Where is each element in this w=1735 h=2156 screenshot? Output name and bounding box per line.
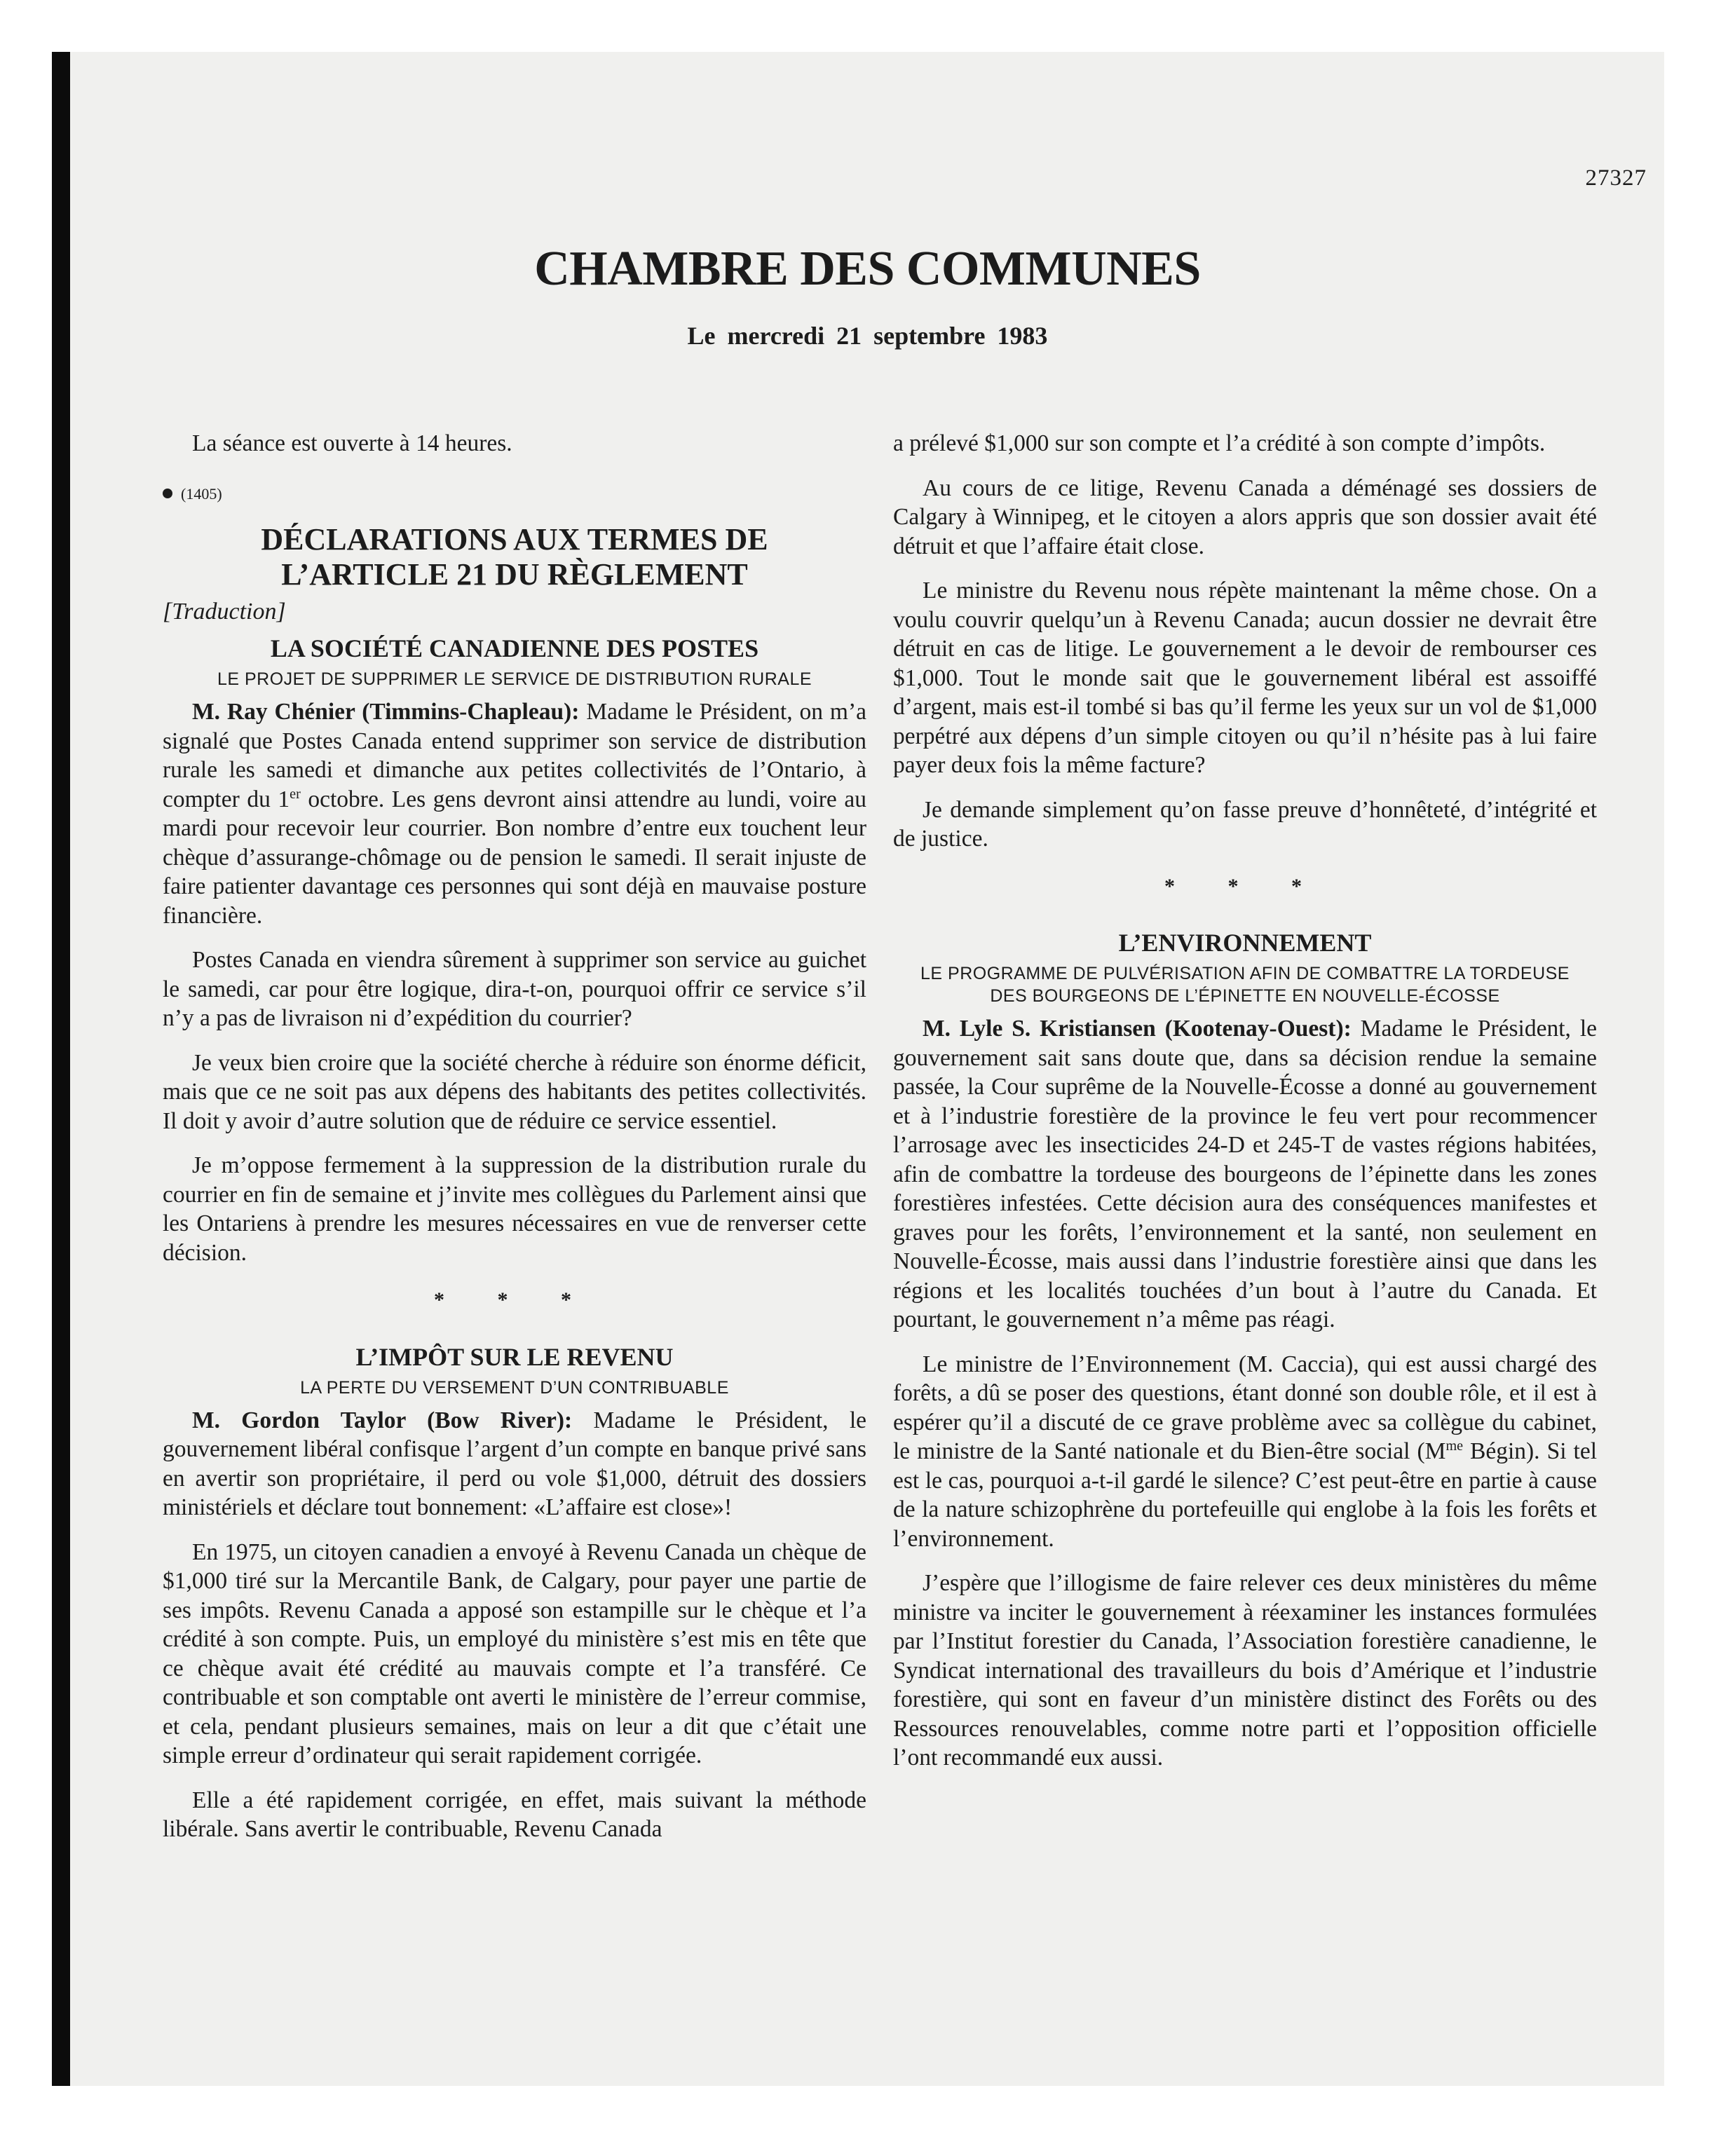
paragraph: Postes Canada en viendra sûrement à supprimer son service au guichet le samedi, car pour être logique, dira-t-on, pourquoi offrir ce service s’il n’y a pas de livraison ni d’expédition du courrier? (163, 947, 866, 1031)
paragraph: Je veux bien croire que la société cherche à réduire son énorme déficit, mais que ce ne soit pas aux dépens des habitants des petites collectivités. Il doit y avoir d’autre solution que de réduire ce service essentiel. (163, 1049, 866, 1134)
paragraph: Au cours de ce litige, Revenu Canada a déménagé ses dossiers de Calgary à Winnipeg, et le citoyen a alors appris que son dossier avait été détruit et que l’affaire était close. (893, 475, 1597, 559)
left-column (163, 429, 866, 1844)
paragraph-text: Bégin). Si tel est le cas, pourquoi a-t-il gardé le silence? C’est peut-être en partie à cause de la nature schizophrène du portefeuille qui englobe à la fois les forêts et l’environnement. (893, 1438, 1597, 1552)
superscript: me (1445, 1438, 1463, 1454)
topic-subheading-environment: LE PROGRAMME DE PULVÉRISATION AFIN DE COMBATTRE LA TORDEUSE DES BOURGEONS DE L’ÉPINETTE EN NOUVELLE-ÉCOSSE (920, 964, 1570, 1006)
paragraph: a prélevé $1,000 sur son compte et l’a crédité à son compte d’impôts. (893, 430, 1546, 456)
topic-heading-tax: L’IMPÔT SUR LE REVENU (355, 1342, 674, 1371)
paragraph-text: octobre. Les gens devront ainsi attendre au lundi, voire au mardi pour recevoir leur courrier. Bon nombre d’entre eux touchent leur chèque d’assurange-chômage ou de pension le samedi. Il serait injuste de faire patienter davantage ces personnes qui sont déjà en mauvaise posture financière. (163, 786, 866, 929)
paragraph-text: Madame le Président, on m’a signalé que Postes Canada entend supprimer son service de distribution rurale les samedi et dimanche aux petites collectivités de l’Ontario, à compter du 1 (163, 699, 867, 812)
paragraph-text: Le ministre de l’Environnement (M. Caccia), qui est aussi chargé des forêts, a dû se poser des questions, étant donné son double rôle, et il est à espérer qu’il a discuté de ce grave problème avec sa collègue du cabinet, le ministre de la Santé nationale et du Bien-être social (M (893, 1351, 1597, 1464)
section-separator: * * * (1164, 874, 1326, 898)
topic-subheading-posts: LE PROJET DE SUPPRIMER LE SERVICE DE DISTRIBUTION RURALE (217, 669, 812, 689)
paragraph: Elle a été rapidement corrigée, en effet, mais suivant la méthode libérale. Sans avertir le contribuable, Revenu Canada (163, 1787, 866, 1842)
paragraph (893, 1350, 1597, 1554)
bullet-icon (163, 489, 172, 498)
time-marker (163, 479, 866, 509)
paragraph: J’espère que l’illogisme de faire relever ces deux ministères du même ministre va inciter le gouvernement à réexaminer les instances formulées par l’Institut forestier du Canada, l’Association forestière canadienne, le Syndicat international des travailleurs du bois d’Amérique et l’industrie forestière, qui sont en faveur d’un ministère distinct des Forêts ou des Ressources renouvelables, comme notre parti et l’opposition officielle l’ont recommandé eux aussi. (893, 1570, 1597, 1770)
page-title: CHAMBRE DES COMMUNES (534, 242, 1201, 296)
speaker-name: M. Ray Chénier (Timmins-Chapleau): (192, 699, 580, 725)
paragraph (163, 697, 866, 930)
translation-note: [Traduction] (163, 599, 286, 625)
time-marker-label: (1405) (181, 484, 222, 503)
paragraph: En 1975, un citoyen canadien a envoyé à Revenu Canada un chèque de $1,000 tiré sur la Mercantile Bank, de Calgary, pour payer une partie de ses impôts. Revenu Canada a apposé son estampille sur le chèque et l’a crédité à son compte. Puis, un employé du ministère s’est mis en tête que ce chèque avait été crédité au mauvais compte et l’a transféré. Ce contribuable et son comptable ont averti le ministère de l’erreur commise, et cela, pendant plusieurs semaines, mais on leur a dit que c’était une simple erreur d’ordinateur qui serait rapidement corrigée. (163, 1538, 866, 1768)
speaker-name: M. Gordon Taylor (Bow River): (192, 1407, 573, 1433)
section-heading-line: L’ARTICLE 21 DU RÈGLEMENT (281, 557, 748, 592)
paragraph: Je m’oppose fermement à la suppression de la distribution rurale du courrier en fin de semaine et j’invite mes collègues du Parlement ainsi que les Ontariens à prendre les mesures nécessaires en vue de renverser cette décision. (163, 1152, 866, 1266)
paragraph-text: Madame le Président, le gouvernement libéral confisque l’argent d’un compte en banque privé sans en avertir son propriétaire, il perd ou vole $1,000, détruit des dossiers ministériels et déclare tout bonnement: «L’affaire est close»! (163, 1407, 866, 1520)
page-number: 27327 (1585, 165, 1647, 191)
section-heading-declarations (163, 522, 866, 592)
right-column (893, 429, 1597, 1773)
paragraph: Je demande simplement qu’on fasse preuve d’honnêteté, d’intégrité et de justice. (893, 796, 1597, 852)
sitting-date: Le mercredi 21 septembre 1983 (687, 322, 1048, 350)
section-heading-line: DÉCLARATIONS AUX TERMES DE (261, 522, 768, 557)
section-separator: * * * (434, 1288, 595, 1311)
topic-heading-environment: L’ENVIRONNEMENT (1118, 929, 1372, 957)
speaker-name: M. Lyle S. Kristiansen (Kootenay-Ouest): (923, 1016, 1352, 1042)
superscript: er (290, 786, 301, 802)
paragraph (163, 1406, 866, 1522)
topic-heading-posts: LA SOCIÉTÉ CANADIENNE DES POSTES (270, 634, 759, 662)
binding-edge (52, 52, 70, 2086)
paragraph-text: Madame le Président, le gouvernement sait sans doute que, dans sa décision rendue la semaine passée, la Cour suprême de la Nouvelle-Écosse a donné au gouvernement et à l’industrie forestière de la province le feu vert pour recommencer l’arrosage avec les insecticides 24-D et 245-T de vastes régions habitées, afin de combattre la tordeuse des bourgeons de l’épinette dans les zones forestières infestées. Cette décision aura des conséquences manifestes et graves pour les forêts, l’environnement et la santé, non seulement en Nouvelle-Écosse, mais aussi dans l’industrie forestière ainsi que dans les régions et les localités touchées d’un bout à l’autre du Canada. Et pourtant, le gouvernement n’a même pas réagi. (893, 1016, 1597, 1332)
opening-line: La séance est ouverte à 14 heures. (192, 430, 512, 456)
paragraph: Le ministre du Revenu nous répète maintenant la même chose. On a voulu couvrir quelqu’un à Revenu Canada; aucun dossier ne devrait être détruit en cas de litige. Le gouvernement a le devoir de rembourser ces $1,000. Tout le monde sait que le gouvernement libéral est assoiffé d’argent, mais est-il tombé si bas qu’il ferme les yeux sur un vol de $1,000 perpétré aux dépens d’un simple citoyen ou qu’il n’hésite pas à lui faire payer deux fois la même facture? (893, 578, 1597, 778)
paragraph (893, 1014, 1597, 1335)
topic-subheading-tax: LA PERTE DU VERSEMENT D’UN CONTRIBUABLE (300, 1377, 729, 1398)
